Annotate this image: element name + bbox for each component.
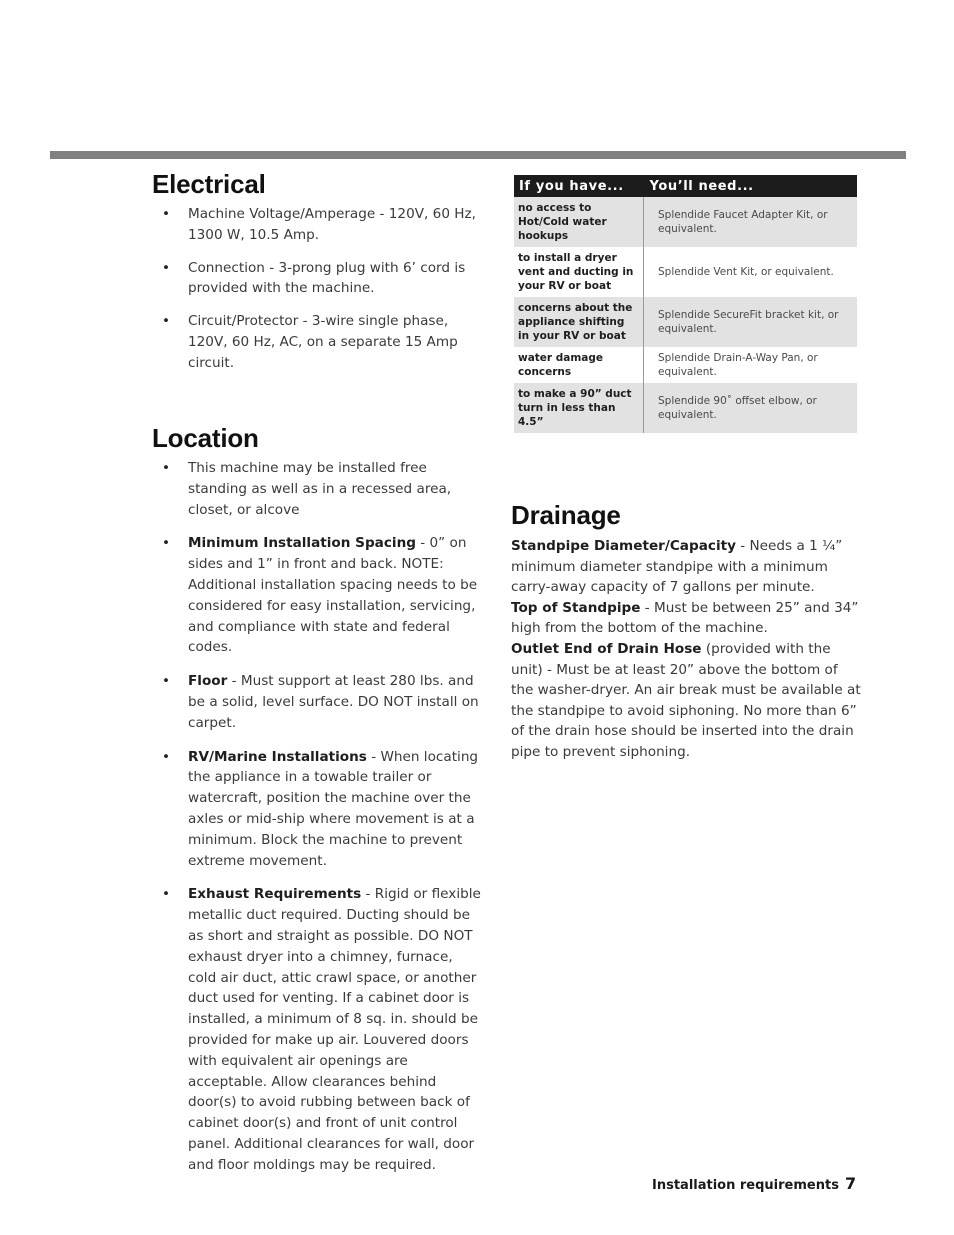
bullet-icon: • (162, 535, 171, 552)
location-list (152, 458, 482, 1189)
cell-have: water damage concerns (514, 347, 644, 383)
bullet-icon: • (162, 886, 171, 903)
table-row (514, 297, 857, 347)
item-title: RV/Marine Installations (188, 748, 367, 765)
footer-section-title: Installation requirements (652, 1178, 839, 1193)
cell-need: Splendide Faucet Adapter Kit, or equivalent. (644, 197, 858, 247)
paragraph-title: Top of Standpipe (511, 599, 641, 616)
table-row (514, 347, 857, 383)
paragraph-title: Standpipe Diameter/Capacity (511, 538, 736, 554)
electrical-list (152, 204, 482, 386)
paragraph-title: Outlet End of Drain Hose (511, 640, 702, 657)
electrical-heading: Electrical (152, 169, 266, 199)
list-item: • Machine Voltage/Amperage - 120V, 60 Hz, 1300 W, 10.5 Amp. (162, 206, 476, 243)
cell-have: no access to Hot/Cold water hookups (514, 197, 644, 247)
location-heading: Location (152, 423, 259, 453)
cell-have: to make a 90” duct turn in less than 4.5” (514, 383, 644, 433)
bullet-icon: • (162, 259, 171, 276)
accessories-table (514, 175, 857, 433)
drainage-paragraph: Outlet End of Drain Hose (provided with the unit) - Must be at least 20” above the bottom of the washer-dryer. An air break must be available at the standpipe to avoid siphoning. No more than 6” of the drain hose should be inserted into the drain pipe to prevent siphoning. (511, 640, 861, 760)
col-header-need: You’ll need... (644, 175, 858, 197)
table-row (514, 247, 857, 297)
table-row (514, 383, 857, 433)
bullet-icon: • (162, 313, 171, 330)
drainage-heading: Drainage (511, 500, 621, 530)
header-rule (50, 151, 906, 159)
bullet-icon: • (162, 460, 171, 476)
list-item: • Connection - 3-prong plug with 6’ cord is provided with the machine. (162, 259, 466, 297)
item-title: Exhaust Requirements (188, 886, 362, 903)
list-item: • RV/Marine Installations - When locating the appliance in a towable trailer or watercraft, position the machine over the axles or mid-ship where movement is at a minimum. Block the machine to prevent extreme movement. (162, 748, 479, 869)
cell-need: Splendide Vent Kit, or equivalent. (658, 266, 834, 278)
list-item: • This machine may be installed free standing as well as in a recessed area, closet, or alcove (162, 460, 452, 518)
cell-need: Splendide SecureFit bracket kit, or equivalent. (644, 297, 858, 347)
cell-have: concerns about the appliance shifting in your RV or boat (514, 297, 644, 347)
table-header-row (514, 175, 857, 197)
bullet-icon: • (162, 206, 171, 222)
list-item: • Circuit/Protector - 3-wire single phase, 120V, 60 Hz, AC, on a separate 15 Amp circuit. (162, 313, 458, 371)
cell-have: to install a dryer vent and ducting in your RV or boat (514, 247, 644, 297)
bullet-icon: • (162, 748, 171, 765)
item-title: Minimum Installation Spacing (188, 535, 416, 552)
list-item: • Exhaust Requirements - Rigid or flexible metallic duct required. Ducting should be as short and straight as possible. DO NOT exhaust dryer into a chimney, furnace, cold air duct, attic crawl space, or another duct used for venting. If a cabinet door is installed, a minimum of 8 sq. in. should be provided for make up air. Louvered doors with equivalent air openings are acceptable. Allow clearances behind door(s) to avoid rubbing between back of cabinet door(s) and front of unit control panel. Additional clearances for wall, door and floor moldings may be required. (162, 886, 481, 1173)
col-header-have: If you have... (514, 175, 644, 197)
list-item: • Minimum Installation Spacing - 0” on sides and 1” in front and back. NOTE: Additional installation spacing needs to be considered for easy installation, servicing, and compliance with state and federal codes. (162, 535, 478, 656)
page-number: 7 (844, 1174, 857, 1193)
drainage-paragraph: Top of Standpipe - Must be between 25” and 34” high from the bottom of the machine. (511, 599, 859, 637)
list-item: • Floor - Must support at least 280 lbs. and be a solid, level surface. DO NOT install on carpet. (162, 673, 479, 731)
drainage-paragraph: Standpipe Diameter/Capacity - Needs a 1 ¼” minimum diameter standpipe with a minimum carry-away capacity of 7 gallons per minute. (511, 538, 843, 596)
drainage-body (511, 536, 861, 763)
bullet-icon: • (162, 673, 171, 690)
item-title: Floor (188, 673, 228, 690)
page-footer (652, 1174, 862, 1193)
cell-need: Splendide 90˚ offset elbow, or equivalent. (644, 383, 858, 433)
table-row (514, 197, 857, 247)
cell-need: Splendide Drain-A-Way Pan, or equivalent. (658, 352, 818, 378)
